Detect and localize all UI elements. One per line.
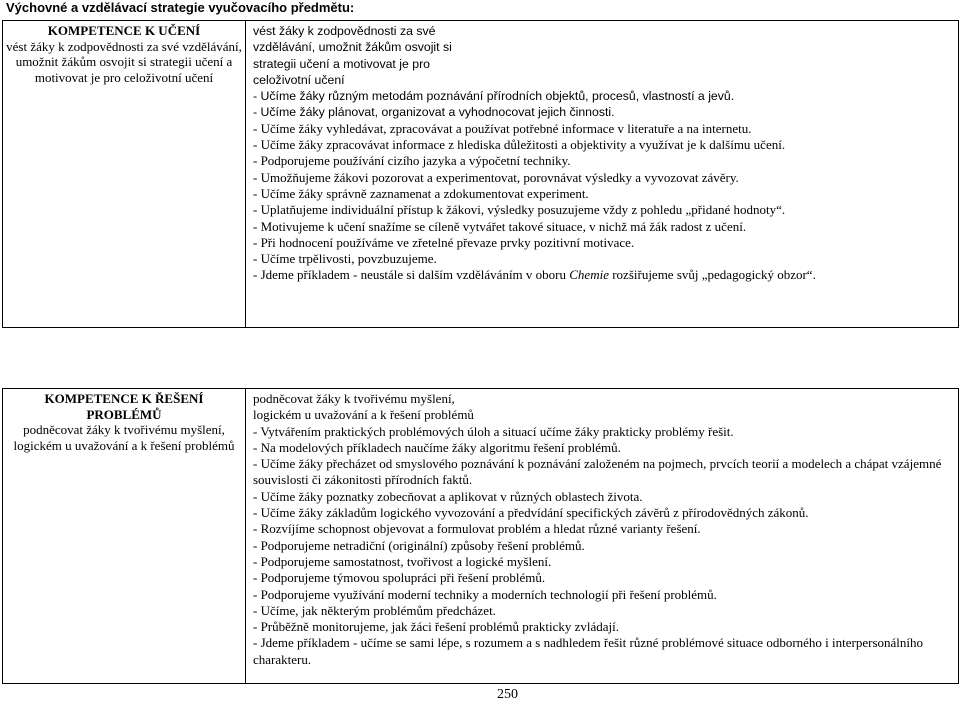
intro-line: vést žáky k zodpovědnosti za své	[253, 24, 436, 38]
list-item: - Motivujeme k učení snažíme se cíleně vytvářet takové situace, v nichž má žák radost z učení.	[253, 218, 747, 234]
list-item: - Učíme žáky přecházet od smyslového poznávání k poznávání založeném na pojmech, prvcích teorií a modelech a chápat vzájemné souvislosti či zákonitosti přírodních faktů.	[253, 456, 942, 488]
list-item: - Podporujeme samostatnost, tvořivost a logické myšlení.	[253, 553, 552, 569]
page-heading: Výchovné a vzdělávací strategie vyučovacího předmětu:	[6, 0, 355, 15]
list-item: - Jdeme příkladem - učíme se sami lépe, s rozumem a s nadhledem řešit různé problémové situace odborného i interpersonálního charakteru.	[253, 635, 924, 667]
list-item: - Učíme žáky různým metodám poznávání přírodních objektů, procesů, vlastností a jevů.	[253, 89, 735, 104]
last-item-text-after: rozšiřujeme svůj „pedagogický obzor“.	[608, 267, 816, 283]
intro-line: strategii učení a motivovat je pro	[253, 56, 431, 71]
list-item: - Učíme žáky základům logického vyvozování a předvídání specifických závěrů z přírodovědných zákonů.	[253, 505, 809, 521]
list-item: - Učíme žáky plánovat, organizovat a vyhodnocovat jejich činnosti.	[253, 105, 615, 120]
list-item: - Podporujeme týmovou spolupráci při řešení problémů.	[253, 570, 546, 586]
list-item-last	[253, 267, 952, 283]
competence-problem-solving-table	[2, 388, 959, 684]
intro-line: logickém u uvažování a k řešení problémů	[253, 407, 474, 423]
competence-learning-intro	[253, 23, 952, 121]
competence-learning-label-cell	[3, 21, 246, 328]
list-item: - Uplatňujeme individuální přístup k žákovi, výsledky posuzujeme vždy z pohledu „přidané hodnoty“.	[253, 202, 786, 218]
list-item: - Podporujeme využívání moderní techniky a moderních technologií při řešení problémů.	[253, 586, 717, 602]
competence-problem-solving-label-cell	[3, 389, 246, 684]
list-item: - Vytvářením praktických problémových úloh a situací učíme žáky prakticky problémy řešit.	[253, 423, 734, 439]
competence-problem-solving-title: KOMPETENCE K ŘEŠENÍ PROBLÉMŮ	[44, 391, 204, 422]
last-item-text-before: - Jdeme příkladem - neustále si dalším vzděláváním v oboru	[253, 267, 570, 283]
list-item: - Podporujeme netradiční (originální) způsoby řešení problémů.	[253, 537, 585, 553]
competence-learning-title: KOMPETENCE K UČENÍ	[47, 23, 201, 38]
competence-learning-table	[2, 20, 959, 328]
competence-problem-solving-subtitle: podněcovat žáky k tvořivému myšlení, logickém u uvažování a k řešení problémů	[13, 422, 235, 453]
last-item-subject: Chemie	[569, 267, 609, 283]
list-item: - Učíme trpělivosti, povzbuzujeme.	[253, 251, 437, 267]
list-item: - Učíme, jak některým problémům předcházet.	[253, 602, 496, 618]
list-item: - Učíme žáky vyhledávat, zpracovávat a používat potřebné informace v literatuře a na internetu.	[253, 120, 752, 136]
list-item: - Podporujeme používání cizího jazyka a výpočetní techniky.	[253, 153, 571, 169]
competence-problem-solving-content-cell	[246, 389, 959, 684]
page-number: 250	[497, 687, 518, 702]
list-item: - Učíme žáky správně zaznamenat a zdokumentovat experiment.	[253, 185, 589, 201]
competence-learning-content-cell	[246, 21, 959, 328]
intro-line: celoživotní učení	[253, 72, 345, 87]
intro-line: podněcovat žáky k tvořivému myšlení,	[253, 391, 455, 406]
intro-line: vzdělávání, umožnit žákům osvojit si	[253, 40, 452, 55]
list-item: - Rozvíjíme schopnost objevovat a formulovat problém a hledat různé varianty řešení.	[253, 521, 701, 537]
list-item: - Učíme žáky poznatky zobecňovat a aplikovat v různých oblastech života.	[253, 488, 643, 504]
list-item: - Na modelových příkladech naučíme žáky algoritmu řešení problémů.	[253, 439, 621, 455]
list-item: - Průběžně monitorujeme, jak žáci řešení problémů prakticky zvládají.	[253, 619, 620, 635]
competence-learning-subtitle: vést žáky k zodpovědnosti za své vzdělávání, umožnit žákům osvojit si strategii učení a motivovat je pro celoživotní učení	[6, 38, 242, 85]
list-item: - Učíme žáky zpracovávat informace z hlediska důležitosti a objektivity a využívat je k dalšímu učení.	[253, 137, 786, 153]
list-item: - Při hodnocení používáme ve zřetelné převaze prvky pozitivní motivace.	[253, 234, 635, 250]
list-item: - Umožňujeme žákovi pozorovat a experimentovat, porovnávat výsledky a vyvozovat závěry.	[253, 169, 739, 185]
